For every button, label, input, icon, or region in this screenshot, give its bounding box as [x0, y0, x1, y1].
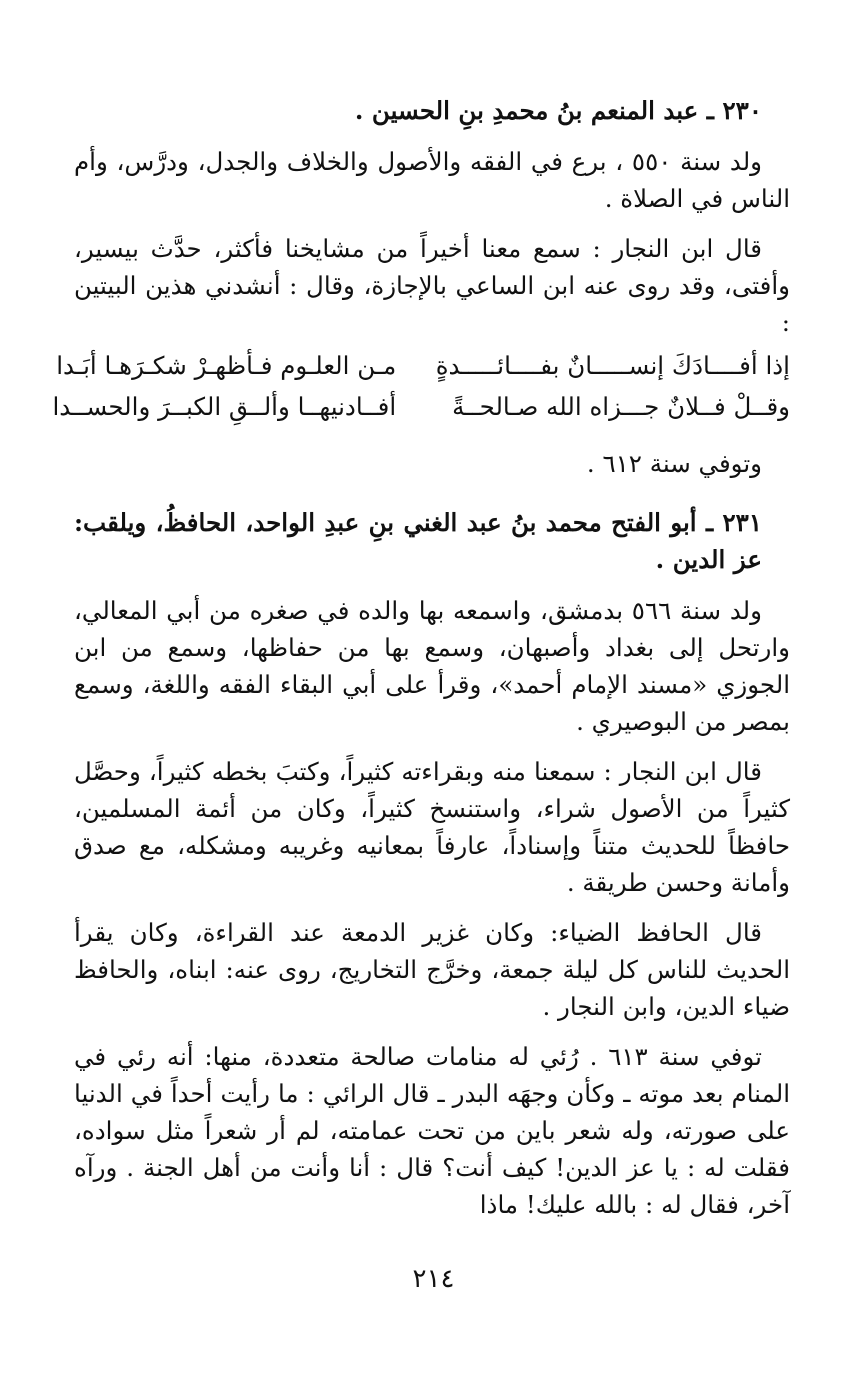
verse-2-second-hemistich: أفــادنيهــا وألــقِ الكبــرَ والحســدا — [52, 392, 397, 421]
entry-230-birth-paragraph: ولد سنة ٥٥٠ ، برع في الفقه والأصول والخلاف والجدل، ودرَّس، وأم الناس في الصلاة . — [74, 147, 790, 213]
poem — [52, 347, 790, 425]
entry-231-death-paragraph: توفي سنة ٦١٣ . رُئي له منامات صالحة متعددة، منها: أنه رئي في المنام بعد موته ـ وكأن وجهَه البدر ـ قال الرائي : ما رأيت أحداً في الدنيا على صورته، وله شعر باين من تحت عمامته، لم أر شعراً مثل سواده، فقلت له : يا عز الدين! كيف أنت؟ قال : أنا وأنت من أهل الجنة . ورآه آخر، فقال له : بالله عليك! ماذا — [74, 1042, 790, 1219]
poem-verse-2 — [52, 388, 790, 425]
verse-2-first-hemistich: وقــلْ فــلانٌ جـــزاه الله صـالحــةً — [452, 392, 790, 421]
verse-1-second-hemistich: مـن العلـوم فـأظهـرْ شكـرَهـا أبَـدا — [56, 351, 397, 380]
verse-1-first-hemistich: إذا أفــــادَكَ إنســـــانٌ بفــــائـــــدةٍ — [435, 351, 790, 380]
entry-231-ibn-najjar-paragraph: قال ابن النجار : سمعنا منه وبقراءته كثيراً، وكتبَ بخطه كثيراً، وحصَّل كثيراً من الأصول شراء، واستنسخ كثيراً، وكان من أئمة المسلمين، حافظاً للحديث متناً وإسناداً، عارفاً بمعانيه وغريبه ومشكله، مع صدق وأمانة وحسن طريقة . — [74, 757, 790, 897]
entry-230-death-paragraph: وتوفي سنة ٦١٢ . — [586, 449, 762, 478]
entry-231-heading: ٢٣١ ـ أبو الفتح محمد بنُ عبد الغني بنِ عبدِ الواحد، الحافظُ، ويلقب: عز الدين . — [74, 508, 762, 574]
entry-230-ibn-najjar-paragraph: قال ابن النجار : سمع معنا أخيراً من مشايخنا فأكثر، حدَّث بيسير، وأفتى، وقد روى عنه ابن الساعي بالإجازة، وقال : أنشدني هذين البيتين : — [74, 234, 790, 337]
entry-231-birth-paragraph: ولد سنة ٥٦٦ بدمشق، واسمعه بها والده في صغره من أبي المعالي، وارتحل إلى بغداد وأصبهان، وسمع بها من حفاظها، وسمع من ابن الجوزي «مسند الإمام أحمد»، وقرأ على أبي البقاء الفقه واللغة، وسمع بمصر من البوصيري . — [74, 596, 790, 736]
page-body — [52, 92, 790, 1236]
page-number: ٢١٤ — [412, 1264, 455, 1294]
entry-231-diya-paragraph: قال الحافظ الضياء: وكان غزير الدمعة عند القراءة، وكان يقرأ الحديث للناس كل ليلة جمعة، وخرَّج التخاريج، روى عنه: ابناه، والحافظ ضياء الدين، وابن النجار . — [74, 918, 790, 1021]
entry-230-heading: ٢٣٠ ـ عبد المنعم بنُ محمدِ بنِ الحسين . — [354, 96, 762, 125]
poem-verse-1 — [56, 347, 790, 384]
